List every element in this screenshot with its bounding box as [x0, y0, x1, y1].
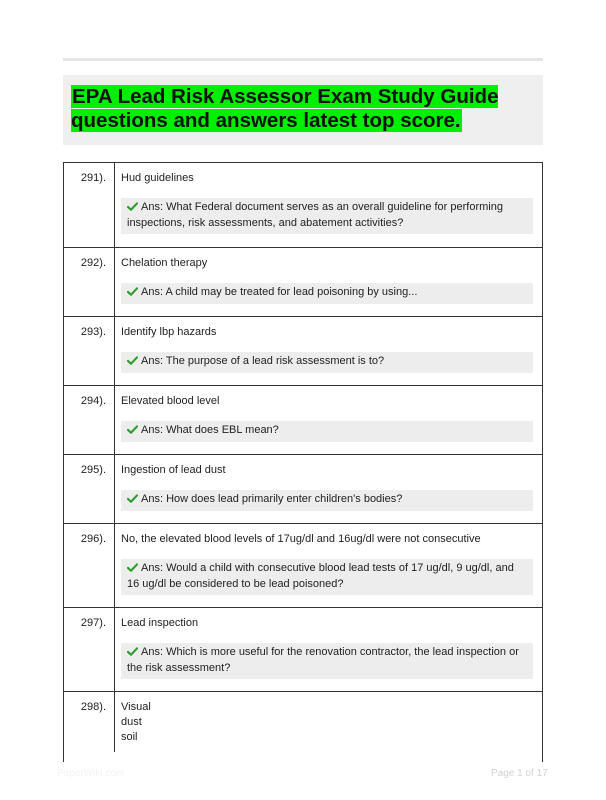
qa-row — [64, 317, 542, 386]
answer-text: A child may be treated for lead poisoning by using... — [165, 286, 418, 298]
qa-content — [115, 455, 542, 523]
qa-content — [115, 163, 542, 247]
answer-text: Would a child with consecutive blood lead tests of 17 ug/dl, 9 ug/dl, and 16 ug/dl be considered to be lead poisoned? — [127, 562, 514, 590]
answer-box — [121, 198, 533, 234]
term-text: Ingestion of lead dust — [121, 464, 226, 476]
checkmark-icon — [127, 494, 138, 503]
qa-row — [64, 608, 542, 692]
answer-prefix: Ans: — [141, 355, 164, 367]
document-title — [71, 85, 535, 133]
qa-content — [115, 386, 542, 454]
question-number: 294). — [64, 386, 115, 454]
answer-box — [121, 283, 533, 304]
answer-box — [121, 352, 533, 373]
qa-row — [64, 386, 542, 455]
top-divider — [63, 58, 543, 61]
answer-text: The purpose of a lead risk assessment is to? — [165, 355, 385, 367]
answer-box — [121, 559, 533, 595]
checkmark-icon — [127, 202, 138, 211]
answer-box — [121, 421, 533, 442]
checkmark-icon — [127, 287, 138, 296]
qa-row — [64, 163, 542, 248]
title-banner — [63, 75, 543, 145]
qa-content — [115, 248, 542, 316]
footer-site: PaperWiki.com — [57, 768, 125, 779]
question-number: 298). — [64, 692, 115, 752]
qa-row — [64, 248, 542, 317]
term-text: Elevated blood level — [121, 395, 220, 407]
answer-text: Which is more useful for the renovation contractor, the lead inspection or the risk assessment? — [127, 646, 519, 674]
answer-prefix: Ans: — [141, 201, 164, 213]
question-number: 297). — [64, 608, 115, 691]
question-number: 295). — [64, 455, 115, 523]
footer-page-number: Page 1 of 17 — [491, 768, 548, 779]
answer-text: How does lead primarily enter children's bodies? — [166, 493, 403, 505]
checkmark-icon — [127, 356, 138, 365]
qa-content — [115, 524, 542, 607]
term-text: Identify lbp hazards — [121, 326, 217, 338]
question-number: 296). — [64, 524, 115, 607]
answer-prefix: Ans: — [141, 493, 164, 505]
qa-content — [115, 692, 542, 752]
answer-prefix: Ans: — [141, 646, 164, 658]
term-text: Lead inspection — [121, 617, 199, 629]
qa-row — [64, 692, 542, 752]
qa-row — [64, 524, 542, 608]
checkmark-icon — [127, 425, 138, 434]
term-text: No, the elevated blood levels of 17ug/dl and 16ug/dl were not consecutive — [121, 533, 481, 545]
term-text: Hud guidelines — [121, 172, 194, 184]
qa-content — [115, 608, 542, 691]
qa-table — [63, 162, 543, 762]
answer-prefix: Ans: — [141, 562, 164, 574]
answer-prefix: Ans: — [141, 424, 164, 436]
question-number: 291). — [64, 163, 115, 247]
answer-box — [121, 643, 533, 679]
question-number: 293). — [64, 317, 115, 385]
answer-box — [121, 490, 533, 511]
checkmark-icon — [127, 647, 138, 656]
term-text: Chelation therapy — [121, 257, 208, 269]
answer-prefix: Ans: — [141, 286, 164, 298]
qa-row — [64, 455, 542, 524]
term-text: Visual dust soil — [121, 701, 151, 743]
question-number: 292). — [64, 248, 115, 316]
document-title-highlight: EPA Lead Risk Assessor Exam Study Guide questions and answers latest top score. — [71, 85, 499, 132]
qa-content — [115, 317, 542, 385]
answer-text: What does EBL mean? — [166, 424, 279, 436]
checkmark-icon — [127, 563, 138, 572]
answer-text: What Federal document serves as an overall guideline for performing inspections, risk assessments, and abatement activities? — [127, 201, 503, 229]
